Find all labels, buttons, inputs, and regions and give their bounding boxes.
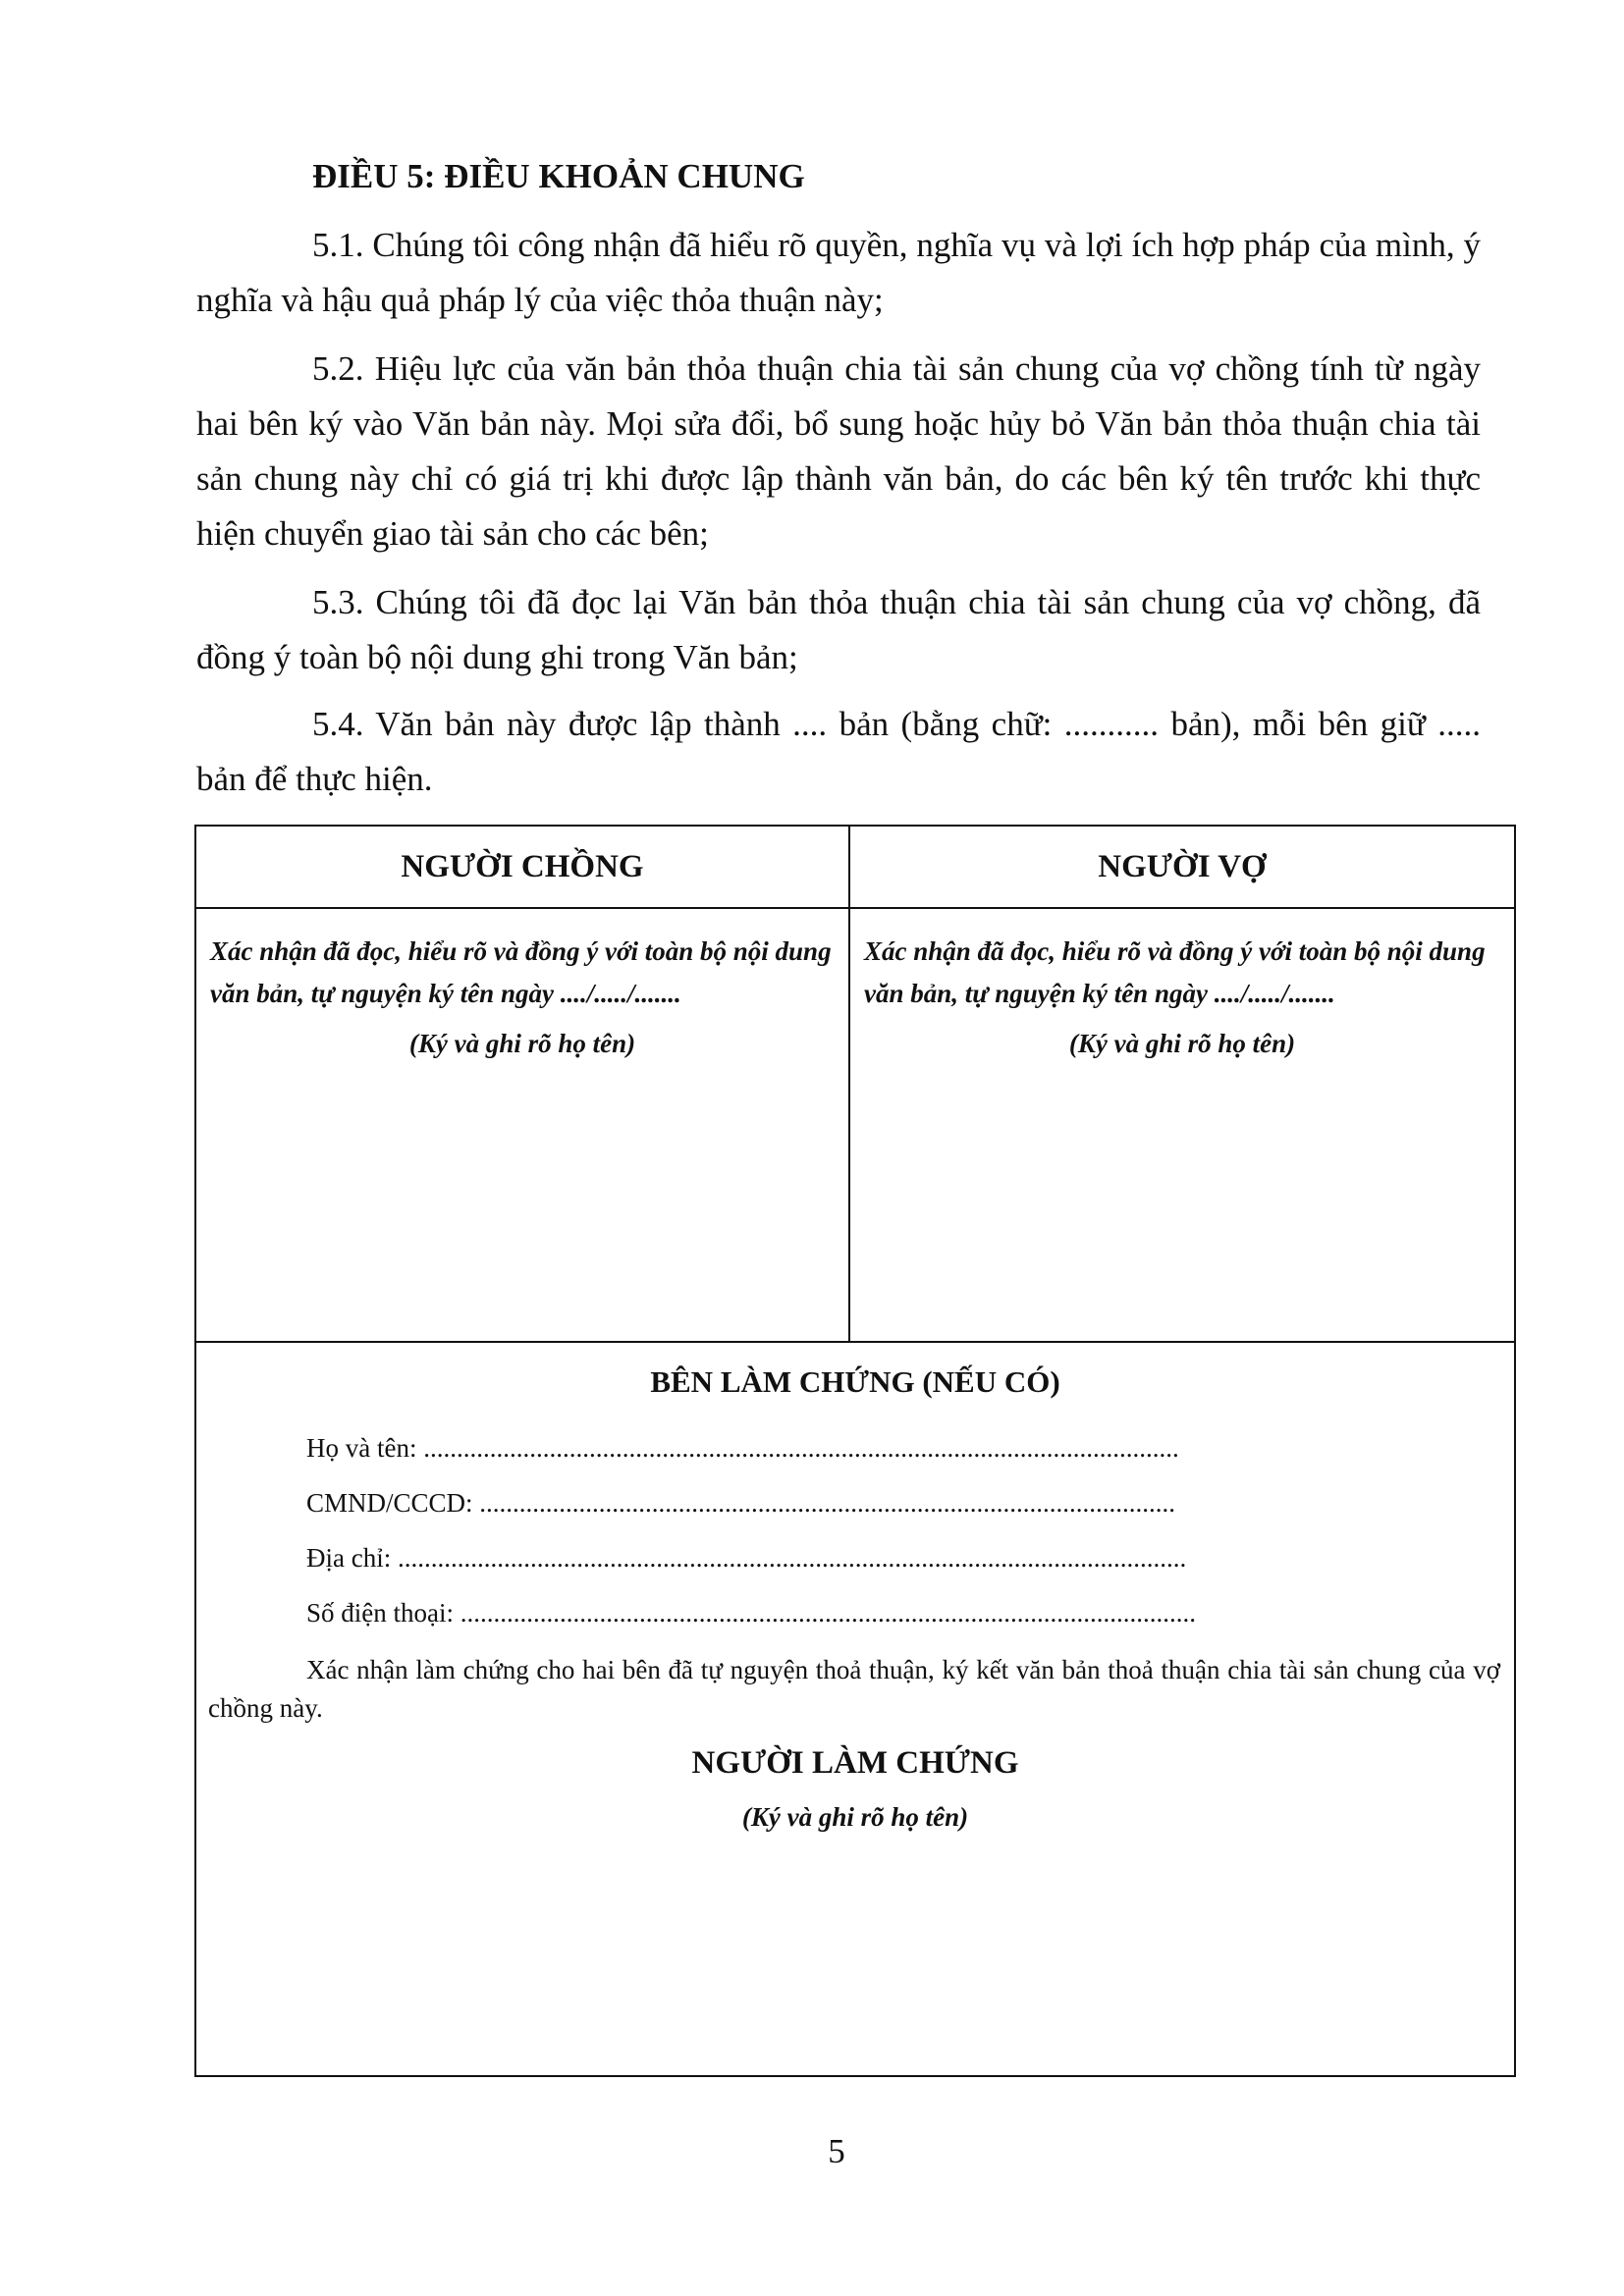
witness-sign-note: (Ký và ghi rõ họ tên) bbox=[741, 1802, 969, 1832]
husband-signature-cell bbox=[196, 827, 850, 1341]
witness-title: BÊN LÀM CHỨNG (NẾU CÓ) bbox=[650, 1364, 1060, 1399]
article-heading: ĐIỀU 5: ĐIỀU KHOẢN CHUNG bbox=[312, 157, 805, 195]
husband-title: NGƯỜI CHỒNG bbox=[196, 827, 848, 909]
witness-section bbox=[196, 1341, 1514, 2075]
witness-phone-field: Số điện thoại: ............................................................................................................... bbox=[306, 1598, 1196, 1628]
witness-signer-title: NGƯỜI LÀM CHỨNG bbox=[691, 1745, 1019, 1781]
witness-name-field: Họ và tên: .................................................................................................................. bbox=[306, 1433, 1179, 1463]
wife-confirmation: Xác nhận đã đọc, hiểu rõ và đồng ý với toàn bộ nội dung văn bản, tự nguyện ký tên ngày ..../...../....... bbox=[864, 936, 1486, 1008]
clause-5-4: 5.4. Văn bản này được lập thành .... bản (bằng chữ: ........... bản), mỗi bên giữ ..... bản để thực hiện. bbox=[196, 705, 1481, 798]
witness-confirmation: Xác nhận làm chứng cho hai bên đã tự nguyện thoả thuận, ký kết văn bản thoả thuận chia tài sản chung của vợ chồng này. bbox=[208, 1655, 1500, 1723]
clause-5-1: 5.1. Chúng tôi công nhận đã hiểu rõ quyền, nghĩa vụ và lợi ích hợp pháp của mình, ý nghĩa và hậu quả pháp lý của việc thỏa thuận này; bbox=[196, 226, 1481, 319]
page-number: 5 bbox=[828, 2132, 845, 2170]
signature-table bbox=[194, 825, 1516, 2077]
husband-sign-note: (Ký và ghi rõ họ tên) bbox=[408, 1029, 636, 1058]
witness-address-field: Địa chỉ: ....................................................................................................................... bbox=[306, 1543, 1187, 1573]
witness-id-field: CMND/CCCD: ......................................................................................................... bbox=[306, 1488, 1176, 1518]
wife-signature-cell bbox=[850, 827, 1514, 1341]
clause-5-2: 5.2. Hiệu lực của văn bản thỏa thuận chia tài sản chung của vợ chồng tính từ ngày hai bên ký vào Văn bản này. Mọi sửa đổi, bổ sung hoặc hủy bỏ Văn bản thỏa thuận chia tài sản chung này chỉ có giá trị khi được lập thành văn bản, do các bên ký tên trước khi thực hiện chuyển giao tài sản cho các bên; bbox=[196, 349, 1481, 553]
wife-sign-note: (Ký và ghi rõ họ tên) bbox=[1068, 1029, 1296, 1058]
wife-title: NGƯỜI VỢ bbox=[850, 827, 1514, 909]
husband-confirmation: Xác nhận đã đọc, hiểu rõ và đồng ý với toàn bộ nội dung văn bản, tự nguyện ký tên ngày ..../...../....... bbox=[210, 936, 832, 1008]
clause-5-3: 5.3. Chúng tôi đã đọc lại Văn bản thỏa thuận chia tài sản chung của vợ chồng, đã đồng ý toàn bộ nội dung ghi trong Văn bản; bbox=[196, 583, 1481, 676]
